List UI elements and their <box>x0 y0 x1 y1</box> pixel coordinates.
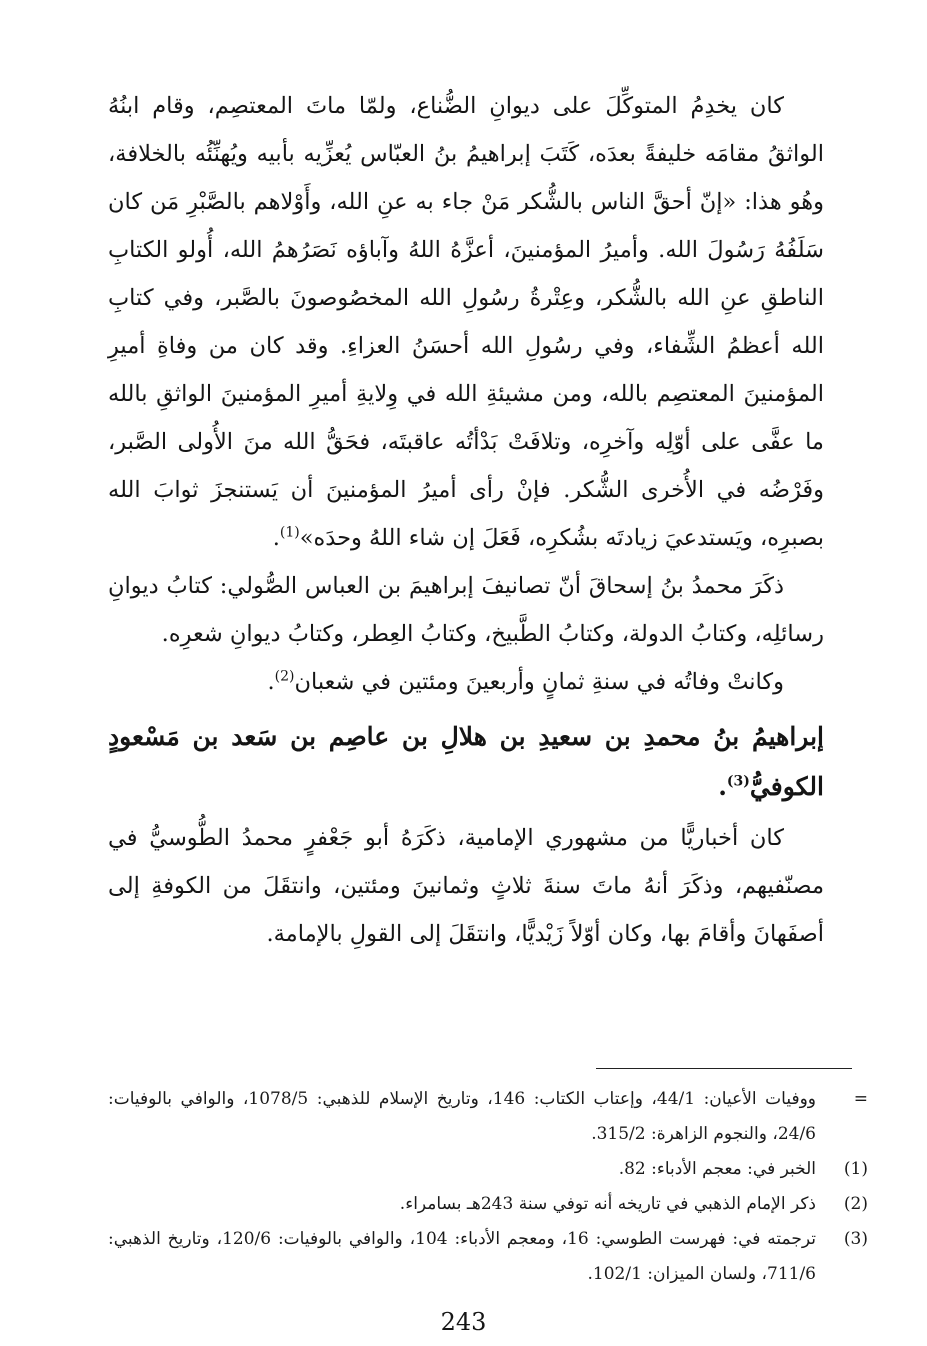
paragraph-text: كان أخباريًّا من مشهوري الإمامية، ذكَرَهُ أبو جَعْفرٍ محمدُ الطُّوسيُّ في مصنّفيهم، وذكَرَ أنهُ ماتَ سنةَ ثلاثٍ وثمانينَ ومئتين، وانتقَلَ من الكوفةِ إلى أصفَهانَ وأقامَ بها، وكان أوّلاً زَيْديًّا، وانتقَلَ إلى القولِ بالإمامة. <box>108 825 824 947</box>
main-text <box>108 82 824 958</box>
footnotes <box>108 1082 868 1292</box>
paragraph-biography <box>108 814 824 958</box>
footnote-1 <box>108 1152 868 1187</box>
footnote-continuation <box>108 1082 868 1152</box>
biography-heading <box>108 712 824 812</box>
footnote-ref: (2) <box>274 668 295 685</box>
footnote-mark: = <box>853 1089 868 1109</box>
heading-text: إبراهيمُ بنُ محمدِ بن سعيدِ بن هلالِ بن عاصِم بن سَعد بن مَسْعودٍ الكوفيُّ <box>108 722 824 801</box>
page-number: 243 <box>440 1308 487 1336</box>
footnote-2 <box>108 1187 868 1222</box>
paragraph-death <box>108 658 824 706</box>
footnote-ref: (1) <box>279 524 300 541</box>
footnote-mark: (2) <box>843 1194 868 1214</box>
footnote-text: ووفيات الأعيان: 44/1، وإعتاب الكتاب: 146، وتاريخ الإسلام للذهبي: 1078/5، والوافي بالوفيات: 24/6، والنجوم الزاهرة: 315/2. <box>108 1089 816 1144</box>
footnote-3 <box>108 1222 868 1292</box>
footnote-text: ذكر الإمام الذهبي في تاريخه أنه توفي سنة 243هـ بسامراء. <box>399 1194 816 1214</box>
footnote-mark: (3) <box>843 1229 868 1249</box>
paragraph-end: . <box>267 669 275 695</box>
paragraph-elegy-letter <box>108 82 824 562</box>
paragraph-text: وكانتْ وفاتُه في سنةِ ثمانٍ وأربعينَ ومئتين في شعبان <box>294 669 784 695</box>
paragraph-end: . <box>272 525 280 551</box>
footnote-mark: (1) <box>843 1159 868 1179</box>
paragraph-text: كان يخدِمُ المتوكِّلَ على ديوانِ الضُّناع، ولمّا ماتَ المعتصِم، وقام ابنُهُ الواثقُ مقامَه خليفةً بعدَه، كَتَبَ إبراهيمُ بنُ العبّاس يُعزِّيه بأبيه ويُهنِّئُه بالخلافة، وهُو هذا: «إنّ أحقَّ الناس بالشُّكر مَنْ جاء به عنِ الله، وأَوْلاهم بالصَّبْرِ مَن كان سَلَفُهُ رَسُولَ الله. وأميرُ المؤمنينَ، أعزَّهُ اللهُ وآباؤه نَصَرُهمُ الله، أُولو الكتابِ الناطقِ عنِ الله بالشُّكر، وعِتْرةُ رسُولِ الله المخصُوصونَ بالصَّبر، وفي كتابِ الله أعظمُ الشِّفاء، وفي رسُولِ الله أحسَنُ العزاءِ. وقد كان من وفاةِ أميرِ المؤمنينَ المعتصِم بالله، ومن مشيئةِ الله في وِلايةِ أميرِ المؤمنينَ الواثقِ بالله ما عفَّى على أوّلِه وآخرِه، وتلافَتْ بَدْأتُه عاقبتَه، فحَقُّ الله منَ الأُولى الصَّبر، وفَرْضُه في الأُخرى الشُّكر. فإنْ رأى أميرُ المؤمنينَ أن يَستنجزَ ثوابَ الله بصبرِه، ويَستدعيَ زيادتَه بشُكرِه، فَعَلَ إن شاء اللهُ وحدَه» <box>108 93 824 551</box>
heading-end: . <box>718 772 727 801</box>
paragraph-text: ذكَرَ محمدُ بنُ إسحاقَ أنّ تصانيفَ إبراهيمَ بن العباس الصُّولي: كتابُ ديوانِ رسائلِه، وكتابُ الدولة، وكتابُ الطَّبيخ، وكتابُ العِطر، وكتابُ ديوانِ شعرِه. <box>108 573 824 647</box>
footnote-text: الخبر في: معجم الأدباء: 82. <box>618 1159 816 1179</box>
footnote-ref: (3) <box>726 773 750 790</box>
footnote-text: ترجمته في: فهرست الطوسي: 16، ومعجم الأدباء: 104، والوافي بالوفيات: 120/6، وتاريخ الذهبي: 711/6، ولسان الميزان: 102/1. <box>108 1229 816 1284</box>
footnote-separator <box>596 1068 852 1069</box>
paragraph-works <box>108 562 824 658</box>
